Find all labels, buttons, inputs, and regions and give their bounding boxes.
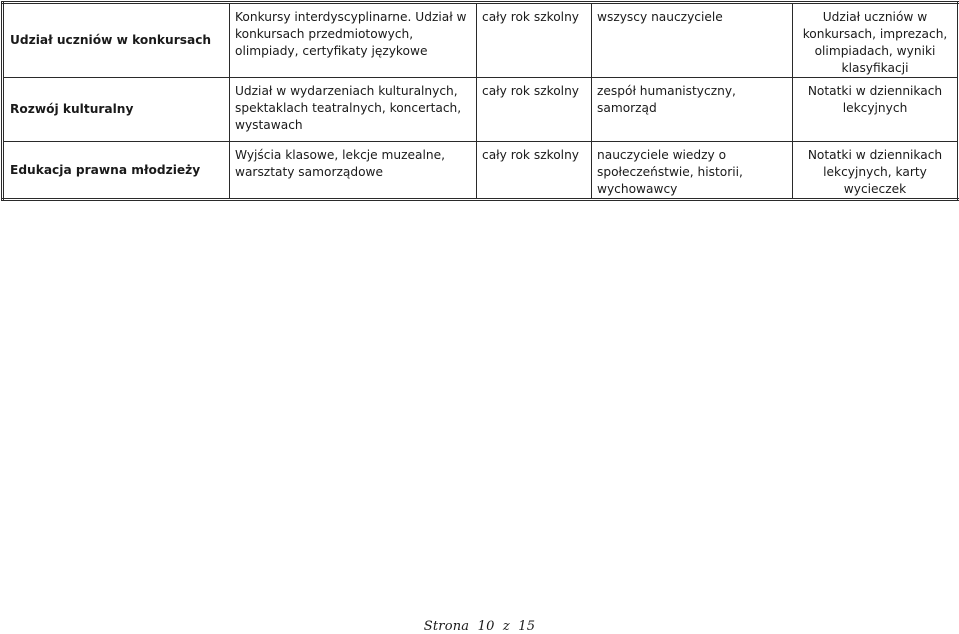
row-description: Udział w wydarzeniach kulturalnych, spektaklach teatralnych, koncertach, wystawach	[230, 78, 477, 142]
row-responsible: zespół humanistyczny, samorząd	[592, 78, 793, 142]
row-result: Notatki w dziennikach lekcyjnych, karty wycieczek	[793, 142, 959, 200]
current-page-number: 10	[477, 619, 495, 634]
row-time: cały rok szkolny	[477, 3, 592, 78]
row-description: Wyjścia klasowe, lekcje muzealne, warsztaty samorządowe	[230, 142, 477, 200]
row-topic: Rozwój kulturalny	[3, 78, 230, 142]
row-result: Udział uczniów w konkursach, imprezach, olimpiadach, wyniki klasyfikacji	[793, 3, 959, 78]
page-separator: z	[502, 619, 510, 634]
row-time: cały rok szkolny	[477, 142, 592, 200]
page-footer	[0, 619, 959, 634]
row-result: Notatki w dziennikach lekcyjnych	[793, 78, 959, 142]
table-row	[3, 78, 959, 142]
row-topic: Edukacja prawna młodzieży	[3, 142, 230, 200]
page-label: Strona	[423, 619, 470, 634]
row-responsible: wszyscy nauczyciele	[592, 3, 793, 78]
table-row	[3, 3, 959, 78]
row-description: Konkursy interdyscyplinarne. Udział w konkursach przedmiotowych, olimpiady, certyfikaty językowe	[230, 3, 477, 78]
row-responsible: nauczyciele wiedzy o społeczeństwie, historii, wychowawcy	[592, 142, 793, 200]
table-row	[3, 142, 959, 200]
activities-table	[1, 1, 959, 201]
total-pages-number: 15	[518, 619, 536, 634]
row-time: cały rok szkolny	[477, 78, 592, 142]
row-topic: Udział uczniów w konkursach	[3, 3, 230, 78]
